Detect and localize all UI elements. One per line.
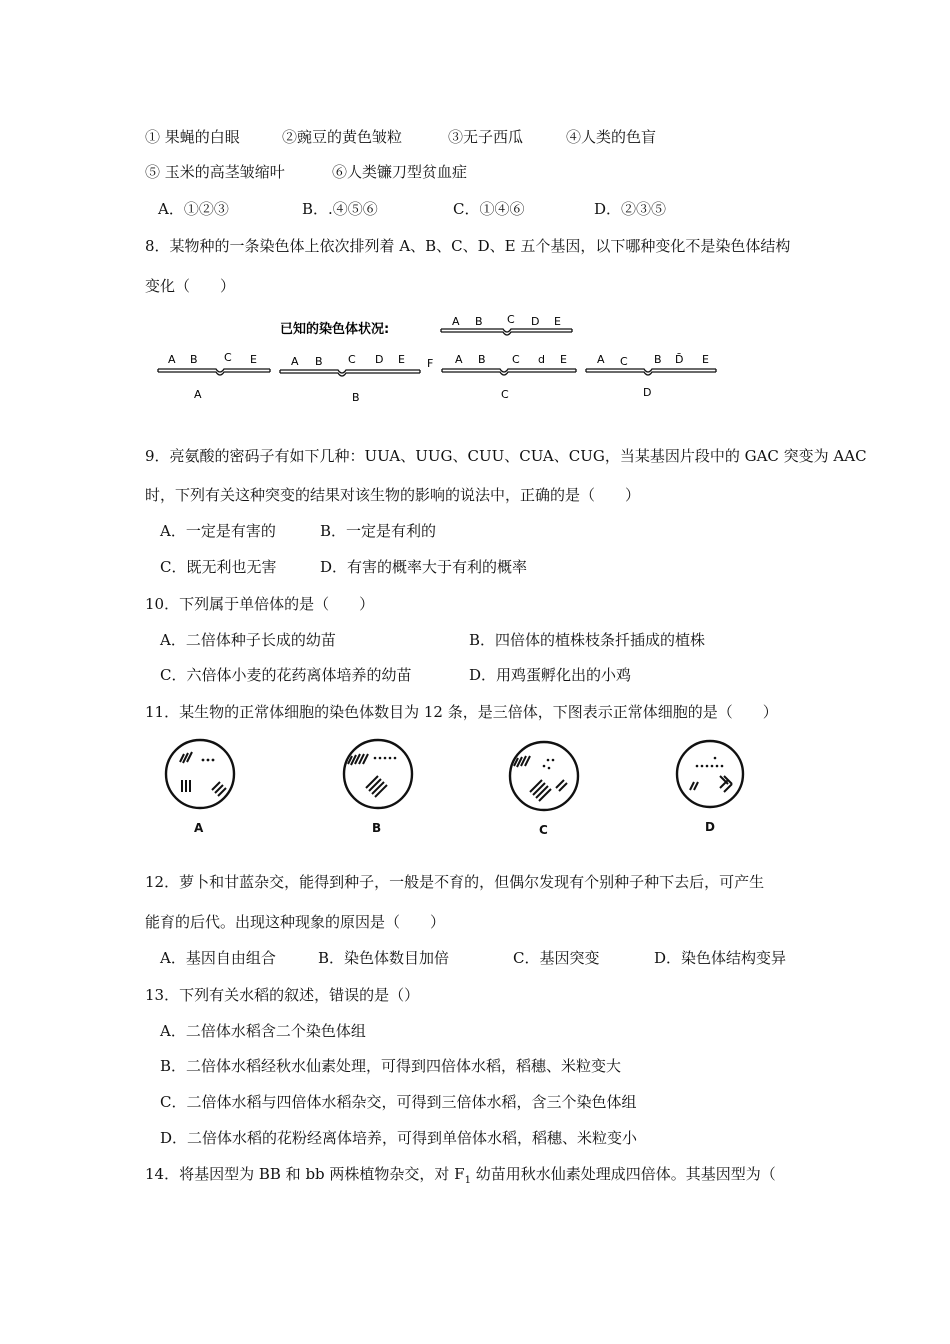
q10-option-b: B．四倍体的植株枝条扦插成的植株 (469, 631, 706, 649)
known-chromosome (441, 313, 572, 335)
known-gene-e: E (554, 315, 561, 328)
q9-option-b: B．一定是有利的 (320, 522, 437, 540)
variant-a-gene-1: A (168, 353, 176, 366)
variant-c-gene-4: d (538, 353, 545, 366)
q14-stem-part-1: 14．将基因型为 BB 和 bb 两株植物杂交，对 F (145, 1165, 465, 1183)
variant-c-label: C (501, 388, 509, 401)
variant-d-label: D (643, 386, 652, 399)
q9-stem-line1: 9．亮氨酸的密码子有如下几种：UUA、UUG、CUU、CUA、CUG，当某基因片段中的 GAC 突变为 AAC (145, 447, 867, 465)
q13-stem: 13．下列有关水稻的叙述，错误的是（） (145, 986, 420, 1004)
variant-chromosome-a (158, 351, 270, 401)
cell-d (677, 741, 743, 834)
cell-a-label: A (194, 821, 204, 835)
q10-stem: 10．下列属于单倍体的是（ ） (145, 595, 375, 613)
q9-option-d: D．有害的概率大于有利的概率 (320, 558, 528, 576)
q7-item-6: ⑥人类镰刀型贫血症 (332, 163, 468, 181)
q10-option-a: A．二倍体种子长成的幼苗 (160, 631, 336, 649)
cell-c (510, 742, 578, 837)
q7-option-d: D．②③⑤ (594, 200, 667, 218)
known-gene-b: B (475, 315, 483, 328)
variant-d-gene-2: C (620, 355, 628, 368)
q7-item-3: ③无子西瓜 (448, 128, 524, 146)
variant-c-gene-3: C (512, 353, 520, 366)
variant-c-gene-1: A (455, 353, 463, 366)
q8-stem-line2: 变化（ ） (145, 277, 236, 295)
variant-d-gene-1: A (597, 353, 605, 366)
variant-b-gene-1: A (291, 355, 299, 368)
variant-chromosome-b (280, 353, 433, 404)
q7-option-b: B．.④⑤⑥ (302, 200, 378, 218)
variant-b-gene-3: C (348, 353, 356, 366)
q13-option-d: D．二倍体水稻的花粉经离体培养，可得到单倍体水稻，稻穗、米粒变小 (160, 1129, 638, 1147)
q9-option-c: C．既无利也无害 (160, 558, 277, 576)
known-gene-d: D (531, 315, 540, 328)
q8-stem-line1: 8．某物种的一条染色体上依次排列着 A、B、C、D、E 五个基因，以下哪种变化不是染色体结构 (145, 237, 791, 255)
q14-stem-part-2: 幼苗用秋水仙素处理成四倍体。其基因型为（ (470, 1165, 776, 1183)
variant-d-gene-3: B (654, 353, 662, 366)
variant-a-label: A (194, 388, 202, 401)
q9-stem-line2: 时，下列有关这种突变的结果对该生物的影响的说法中，正确的是（ ） (145, 486, 641, 504)
q12-option-b: B．染色体数目加倍 (318, 949, 450, 967)
q12-option-a: A．基因自由组合 (160, 949, 276, 967)
q7-item-5: ⑤ 玉米的高茎皱缩叶 (145, 163, 285, 181)
q14-subscript: 1 (464, 1175, 471, 1186)
variant-a-gene-2: B (190, 353, 198, 366)
cell-b (344, 740, 412, 835)
variant-c-gene-2: B (478, 353, 486, 366)
q14-stem (145, 1164, 776, 1191)
q7-item-1: ① 果蝇的白眼 (145, 128, 240, 146)
q8-chromosome-figure (150, 305, 730, 405)
q7-option-c: C．①④⑥ (453, 200, 525, 218)
q11-cell-figure (160, 736, 760, 840)
variant-chromosome-c (442, 353, 576, 401)
q8-figure-title: 已知的染色体状况: (280, 322, 390, 337)
variant-chromosome-d (586, 353, 716, 399)
q13-option-a: A．二倍体水稻含二个染色体组 (160, 1022, 366, 1040)
variant-d-gene-5: E (702, 353, 709, 366)
q13-option-b: B．二倍体水稻经秋水仙素处理，可得到四倍体水稻，稻穗、米粒变大 (160, 1057, 622, 1075)
q7-item-2: ②豌豆的黄色皱粒 (282, 128, 403, 146)
known-gene-c: C (507, 313, 515, 326)
variant-b-label: B (352, 391, 360, 404)
q9-option-a: A．一定是有害的 (160, 522, 276, 540)
known-gene-a: A (452, 315, 460, 328)
variant-a-gene-4: E (250, 353, 257, 366)
q11-stem: 11．某生物的正常体细胞的染色体数目为 12 条，是三倍体，下图表示正常体细胞的是（ ） (145, 703, 778, 721)
variant-d-gene-4: D̄ (675, 353, 684, 366)
variant-b-gene-2: B (315, 355, 323, 368)
q10-option-d: D．用鸡蛋孵化出的小鸡 (469, 666, 632, 684)
q10-option-c: C．六倍体小麦的花药离体培养的幼苗 (160, 666, 412, 684)
cell-b-label: B (372, 821, 382, 835)
cell-c-label: C (539, 823, 548, 837)
q7-item-4: ④人类的色盲 (566, 128, 657, 146)
q12-stem-line2: 能育的后代。出现这种现象的原因是（ ） (145, 913, 446, 931)
cell-a (166, 740, 234, 835)
cell-d-label: D (705, 820, 715, 834)
q12-option-d: D．染色体结构变异 (654, 949, 787, 967)
variant-a-gene-3: C (224, 351, 232, 364)
q12-option-c: C．基因突变 (513, 949, 600, 967)
variant-b-gene-6: F (427, 357, 434, 370)
variant-b-gene-4: D (375, 353, 384, 366)
variant-c-gene-5: E (560, 353, 567, 366)
q7-option-a: A．①②③ (158, 200, 229, 218)
variant-b-gene-5: E (398, 353, 405, 366)
q12-stem-line1: 12．萝卜和甘蓝杂交，能得到种子，一般是不育的，但偶尔发现有个别种子种下去后，可产生 (145, 873, 765, 891)
q13-option-c: C．二倍体水稻与四倍体水稻杂交，可得到三倍体水稻，含三个染色体组 (160, 1093, 637, 1111)
